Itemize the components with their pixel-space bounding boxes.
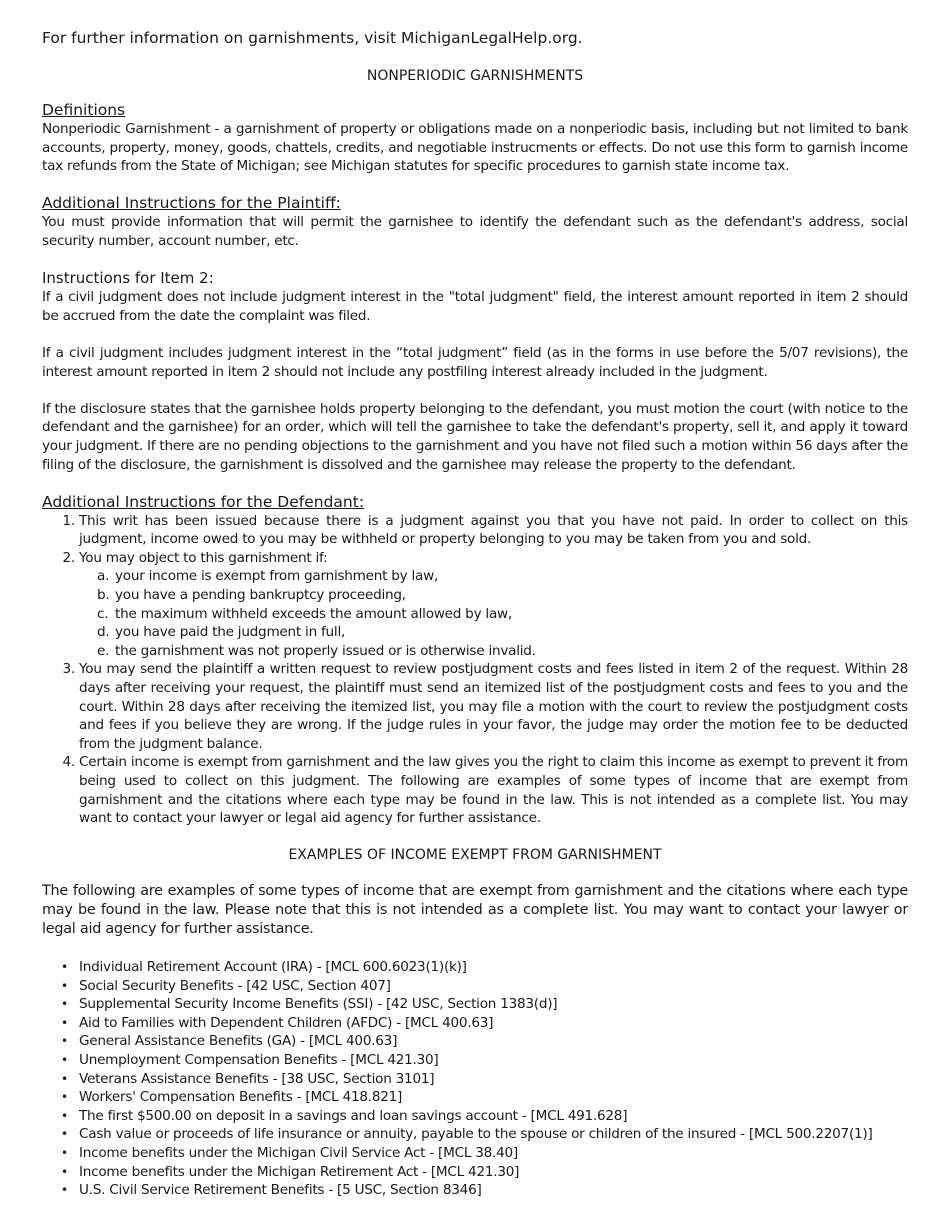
list-item: 3. You may send the plaintiff a written request to review postjudgment costs and fees listed in item 2 of the request. Within 28 days after receiving your request, the plaintiff must send an itemized list of the postjudgment costs and fees to you and the court. Within 28 days after receiving the itemized list, you may file a motion with the court to review the postjudgment costs and fees if you believe they are wrong. If the judge rules in your favor, the judge may order the motion fee to be deducted from the judgment balance.: [79, 660, 908, 753]
plaintiff-text: You must provide information that will permit the garnishee to identify the defendant such as the defendant's address, social security number, account number, etc.: [42, 214, 908, 249]
exempt-income-list: [42, 958, 908, 1200]
list-item: a. your income is exempt from garnishment by law,: [97, 568, 439, 585]
list-item: 4. Certain income is exempt from garnishment and the law gives you the right to claim this income as exempt to prevent it from being used to collect on this judgment. The following are examples of some types of income that are exempt from garnishment and the citations where each type may be found in the law. This is not intended as a complete list. You may want to contact your lawyer or legal aid agency for further assistance.: [79, 753, 908, 827]
examples-heading: EXAMPLES OF INCOME EXEMPT FROM GARNISHMENT: [288, 847, 662, 864]
list-item: • U.S. Civil Service Retirement Benefits - [5 USC, Section 8346]: [79, 1181, 908, 1200]
list-item: • The first $500.00 on deposit in a savings and loan savings account - [MCL 491.628]: [79, 1107, 908, 1126]
list-item: d. you have paid the judgment in full,: [97, 624, 346, 641]
list-item: b. you have a pending bankruptcy proceeding,: [97, 587, 406, 604]
item2-paragraph-1: If a civil judgment does not include judgment interest in the "total judgment" field, the interest amount reported in item 2 should be accrued from the date the complaint was filed.: [42, 289, 908, 324]
list-item: e. the garnishment was not properly issued or is otherwise invalid.: [97, 642, 536, 659]
item2-heading: Instructions for Item 2:: [42, 269, 214, 288]
list-item: 2. You may object to this garnishment if: a. your income is exempt from garnishment by law, b. you have a pending bankruptcy proceeding, c. the maximum withheld exceeds the amount allowed by law, d. you have paid the judgment in full, e. the garnishment was not properly issued or is otherwise invalid.: [79, 549, 908, 661]
further-info-note: For further information on garnishments, visit MichiganLegalHelp.org.: [42, 29, 583, 47]
list-item: • Veterans Assistance Benefits - [38 USC, Section 3101]: [79, 1070, 908, 1089]
list-item: • Unemployment Compensation Benefits - [MCL 421.30]: [79, 1051, 908, 1070]
definitions-text: Nonperiodic Garnishment - a garnishment of property or obligations made on a nonperiodic basis, including but not limited to bank accounts, property, money, goods, chattels, credits, and negotiable instrucments or effects. Do not use this form to garnish income tax refunds from the State of Michigan; see Michigan statutes for specific procedures to garnish state income tax.: [42, 121, 908, 175]
list-item: • Workers' Compensation Benefits - [MCL 418.821]: [79, 1088, 908, 1107]
item2-paragraph-2: If a civil judgment includes judgment interest in the “total judgment” field (as in the forms in use before the 5/07 revisions), the interest amount reported in item 2 should not include any postfiling interest already included in the judgment.: [42, 344, 908, 380]
list-item: • Social Security Benefits - [42 USC, Section 407]: [79, 977, 908, 996]
list-item: • Aid to Families with Dependent Children (AFDC) - [MCL 400.63]: [79, 1014, 908, 1033]
list-item: c. the maximum withheld exceeds the amount allowed by law,: [97, 605, 512, 622]
plaintiff-heading: Additional Instructions for the Plaintiff:: [42, 194, 341, 213]
list-item: • Income benefits under the Michigan Retirement Act - [MCL 421.30]: [79, 1163, 908, 1182]
list-item: • General Assistance Benefits (GA) - [MCL 400.63]: [79, 1032, 908, 1051]
examples-intro: The following are examples of some types of income that are exempt from garnishment and the citations where each type may be found in the law. Please note that this is not intended as a complete list. You may want to contact your lawyer or legal aid agency for further assistance.: [42, 883, 908, 938]
list-item: • Income benefits under the Michigan Civil Service Act - [MCL 38.40]: [79, 1144, 908, 1163]
item2-paragraph-3: If the disclosure states that the garnishee holds property belonging to the defendant, you must motion the court (with notice to the defendant and the garnishee) for an order, which will tell the garnishee to take the defendant's property, sell it, and apply it toward your judgment. If there are no pending objections to the garnishment and you have not filed such a motion within 56 days after the filing of the disclosure, the garnishment is dissolved and the garnishee may release the property to the defendant.: [42, 400, 908, 473]
list-item: 1. This writ has been issued because there is a judgment against you that you have not paid. In order to collect on this judgment, income owed to you may be withheld or property belonging to you may be taken from you and sold.: [79, 512, 908, 549]
defendant-instructions-list: [42, 512, 908, 828]
page-title: NONPERIODIC GARNISHMENTS: [366, 68, 584, 84]
list-item: • Supplemental Security Income Benefits (SSI) - [42 USC, Section 1383(d)]: [79, 995, 908, 1014]
definitions-heading: Definitions: [42, 101, 126, 119]
defendant-heading: Additional Instructions for the Defendant:: [42, 492, 365, 511]
list-item: • Individual Retirement Account (IRA) - [MCL 600.6023(1)(k)]: [79, 958, 908, 977]
list-item: • Cash value or proceeds of life insurance or annuity, payable to the spouse or children of the insured - [MCL 500.2207(1)]: [79, 1125, 908, 1144]
objection-reasons-list: [79, 567, 908, 660]
